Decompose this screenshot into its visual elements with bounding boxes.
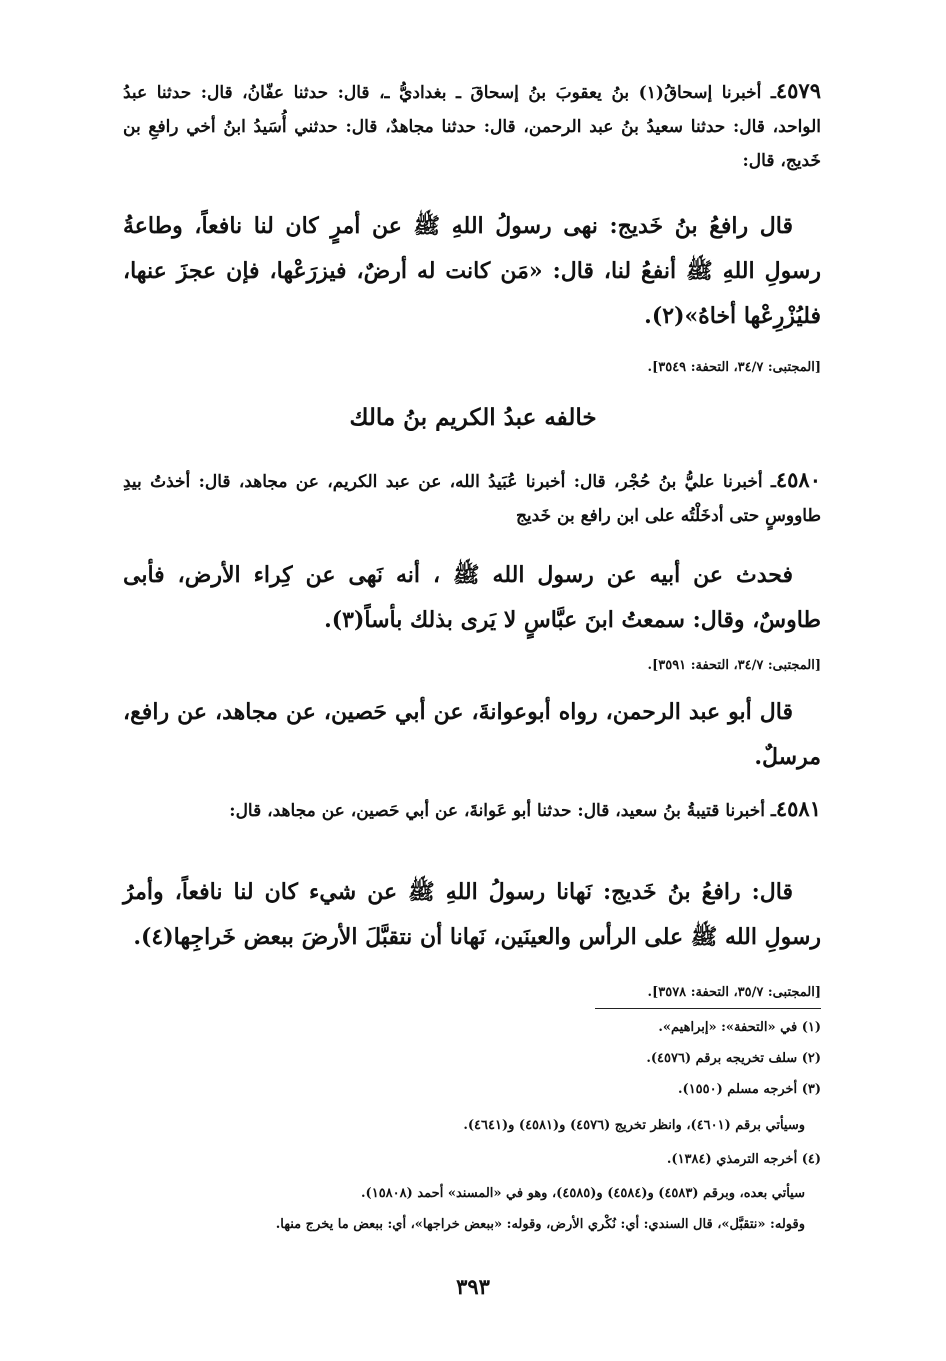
isnad-text: ـ أخبرنا إسحاقُ(١) بنُ يعقوبَ بنُ إسحاقَ ـ بغداديُّ ـ، قال: حدثنا عفّانُ، قال: حدثنا عبدُ الواحد، قال: حدثنا سعيدُ بنُ عبد الرحمن، قال: حدثنا مجاهدٌ، قال: حدثني أُسَيدُ ابنُ أخي رافعِ بن خَديج، قال: bbox=[123, 83, 821, 171]
footnote-3-continuation: وسيأتي برقم (٤٦٠١)، وانظر تخريج (٤٥٧٦) و(٤٥٨١) و(٤٦٤١). bbox=[463, 1118, 805, 1133]
footnote-4-note: وقوله: «نتقبَّل»، قال السندي: أي: نُكْري الأرض، وقوله: «ببعض خراجها»، أي: ببعض ما يخرج منها. bbox=[275, 1217, 805, 1232]
isnad-text: ـ أخبرنا قتيبةُ بنُ سعيد، قال: حدثنا أبو عَوانةَ، عن أبي حَصين، عن مجاهد، قال: bbox=[229, 801, 776, 821]
hadith-4580-matn: فحدث عن أبيه عن رسول الله ﷺ ، أنه نَهى عن كِراء الأرض، فأبى طاوسٌ، وقال: سمعتُ ابنَ عبَّاسٍ لا يَرى بذلك بأساً(٣). bbox=[123, 562, 821, 633]
footnote-4-continuation: سيأتي بعده، وبرقم (٤٥٨٣) و(٤٥٨٤) و(٤٥٨٥)، وهو في «المسند» أحمد (١٥٨٠٨). bbox=[361, 1186, 805, 1201]
hadith-4579-matn: قال رافعُ بنُ خَديج: نهى رسولُ اللهِ ﷺ عن أمرٍ كان لنا نافعاً، وطاعةُ رسولِ اللهِ ﷺ أنفعُ لنا، قال: «مَن كانت له أرضٌ، فيزرَعْها، فإن عجزَ عنها، فليُزْرِعْها أخاهُ»(٢). bbox=[123, 213, 821, 329]
hadith-number: ٤٥٧٩ bbox=[775, 78, 821, 103]
footnote-3: (٣) أخرجه مسلم (١٥٥٠). bbox=[678, 1082, 821, 1097]
footnote-2: (٢) سلف تخريجه برقم (٤٥٧٦). bbox=[646, 1051, 821, 1066]
hadith-number: ٤٥٨٠ bbox=[775, 467, 821, 492]
section-heading: خالفه عبدُ الكريم بنُ مالك bbox=[349, 404, 597, 431]
hadith-4581-reference: [المجتبى: ٣٥/٧، التحفة: ٣٥٧٨]. bbox=[647, 985, 821, 1000]
hadith-4579-isnad bbox=[123, 74, 821, 178]
footnote-1: (١) في «التحفة»: «إبراهيم». bbox=[658, 1020, 821, 1035]
isnad-text: ـ أخبرنا عليُّ بنُ حُجْر، قال: أخبرنا عُبَيدُ الله، عن عبد الكريم، عن مجاهد، قال: أخذتُ بيدِ طاووسٍ حتى أدخَلْتُه على ابن رافع بن خَديج bbox=[123, 472, 821, 526]
hadith-4580-isnad bbox=[123, 463, 821, 533]
hadith-4581-matn: قال: رافعُ بنُ خَديج: نَهانا رسولُ اللهِ ﷺ عن شيء كان لنا نافعاً، وأمرُ رسولِ الله ﷺ على الرأس والعينَين، نَهانا أن نتقبَّلَ الأرضَ ببعض خَراجِها(٤). bbox=[123, 879, 821, 950]
footnote-4: (٤) أخرجه الترمذي (١٣٨٤). bbox=[666, 1152, 821, 1167]
hadith-4579-reference: [المجتبى: ٣٤/٧، التحفة: ٣٥٤٩]. bbox=[647, 360, 821, 375]
page-number: ٣٩٣ bbox=[456, 1274, 490, 1299]
hadith-4580-comment: قال أبو عبد الرحمن، رواه أبوعوانةَ، عن أبي حَصين، عن مجاهد، عن رافع، مرسلٌ. bbox=[123, 699, 821, 770]
hadith-4581-isnad bbox=[123, 792, 821, 828]
hadith-4580-reference: [المجتبى: ٣٤/٧، التحفة: ٣٥٩١]. bbox=[647, 658, 821, 673]
hadith-number: ٤٥٨١ bbox=[775, 796, 821, 821]
footnote-separator bbox=[595, 1008, 821, 1009]
